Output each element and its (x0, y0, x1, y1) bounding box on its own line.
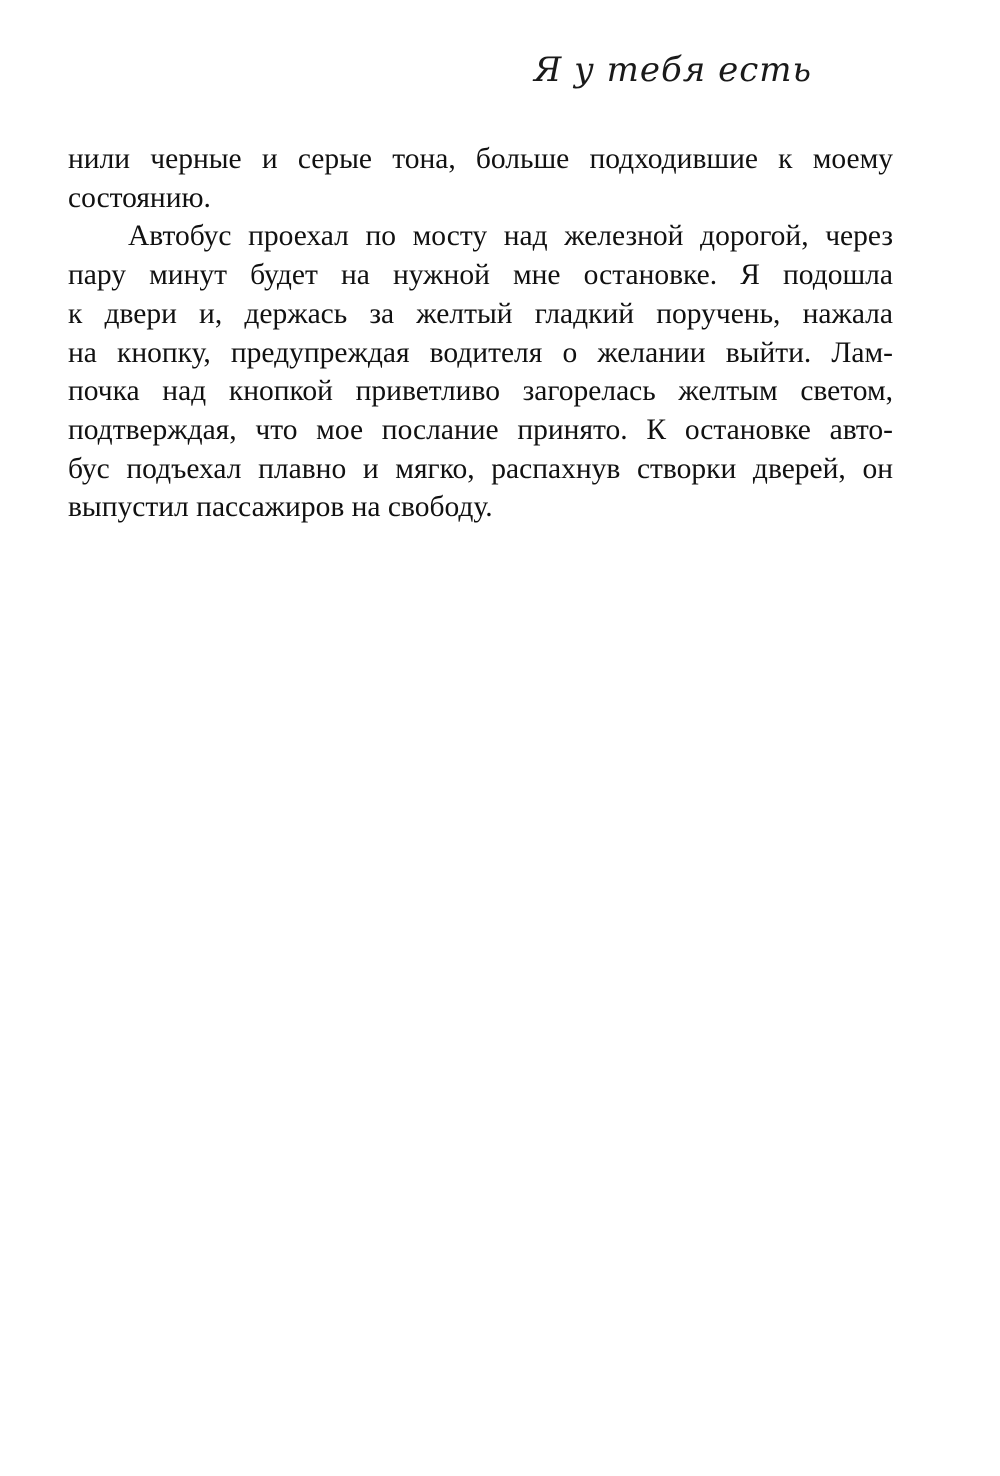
body-text (68, 140, 893, 527)
text-line: на кнопку, предупреждая водителя о желании выйти. Лам- (68, 336, 893, 369)
text-line: подтверждая, что мое послание принято. К остановке авто- (68, 413, 893, 446)
running-head: Я у тебя есть (533, 50, 812, 90)
text-line: к двери и, держась за желтый гладкий поручень, нажала (68, 297, 893, 330)
paragraph (68, 140, 893, 217)
text-line: состоянию. (68, 181, 211, 214)
text-line: нили черные и серые тона, больше подходившие к моему (68, 143, 893, 175)
paragraph (68, 217, 893, 527)
text-line: выпустил пассажиров на свободу. (68, 491, 493, 524)
text-line: почка над кнопкой приветливо загорелась желтым светом, (68, 375, 893, 408)
text-line: пару минут будет на нужной мне остановке. Я подошла (68, 259, 893, 292)
text-line: бус подъехал плавно и мягко, распахнув створки дверей, он (68, 452, 893, 485)
text-line: Автобус проехал по мосту над железной дорогой, через (128, 220, 893, 253)
